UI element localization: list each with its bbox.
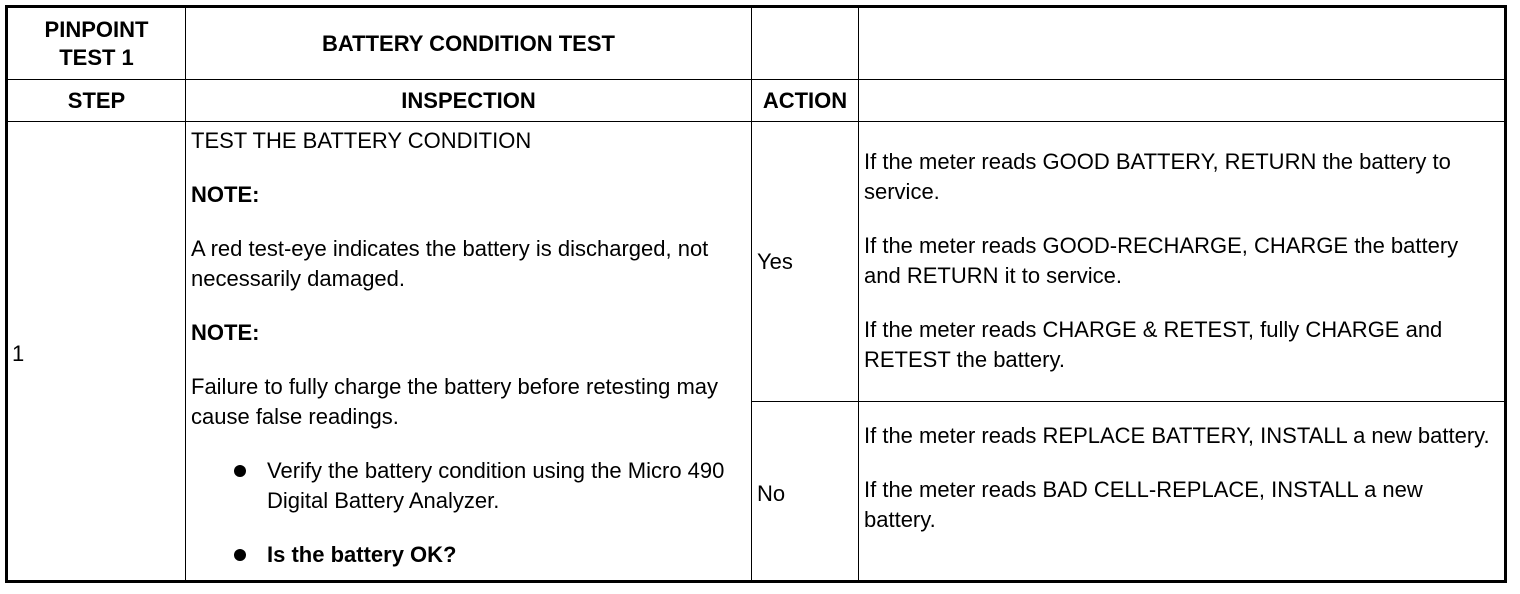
note-text: Failure to fully charge the battery before retesting may cause false readings. [191,374,719,429]
action-text: If the meter reads REPLACE BATTERY, INSTALL a new battery. [864,423,1490,448]
no-actions [864,421,1500,535]
bullet-item: Is the battery OK? [267,540,747,570]
inspection-heading: TEST THE BATTERY CONDITION [191,128,532,153]
pinpoint-test-table [5,5,1507,583]
action-text: If the meter reads CHARGE & RETEST, fully CHARGE and RETEST the battery. [864,317,1443,372]
action-text: If the meter reads GOOD BATTERY, RETURN the battery to service. [864,149,1451,204]
bullet-icon [234,549,246,561]
action-text: If the meter reads GOOD-RECHARGE, CHARGE the battery and RETURN it to service. [864,233,1459,288]
note-label: NOTE: [191,320,260,345]
note-text: A red test-eye indicates the battery is discharged, not necessarily damaged. [191,236,709,291]
test-title: BATTERY CONDITION TEST [322,30,615,56]
pinpoint-test-label: PINPOINT TEST 1 [44,16,149,70]
result-no-label: No [757,481,786,506]
column-divider [858,8,859,580]
column-header-step: STEP [67,87,126,113]
row-divider [751,401,1504,402]
result-yes-label: Yes [757,249,793,274]
step-number: 1 [12,341,25,366]
column-header-inspection: INSPECTION [401,87,536,113]
action-text: If the meter reads BAD CELL-REPLACE, INSTALL a new battery. [864,477,1423,532]
row-divider [8,121,1504,122]
note-label: NOTE: [191,182,260,207]
inspection-steps [191,456,747,570]
bullet-icon [234,465,246,477]
column-header-action: ACTION [762,87,848,113]
inspection-content [191,126,747,594]
bullet-item: Verify the battery condition using the Micro 490 Digital Battery Analyzer. [267,456,747,516]
yes-actions [864,147,1500,375]
